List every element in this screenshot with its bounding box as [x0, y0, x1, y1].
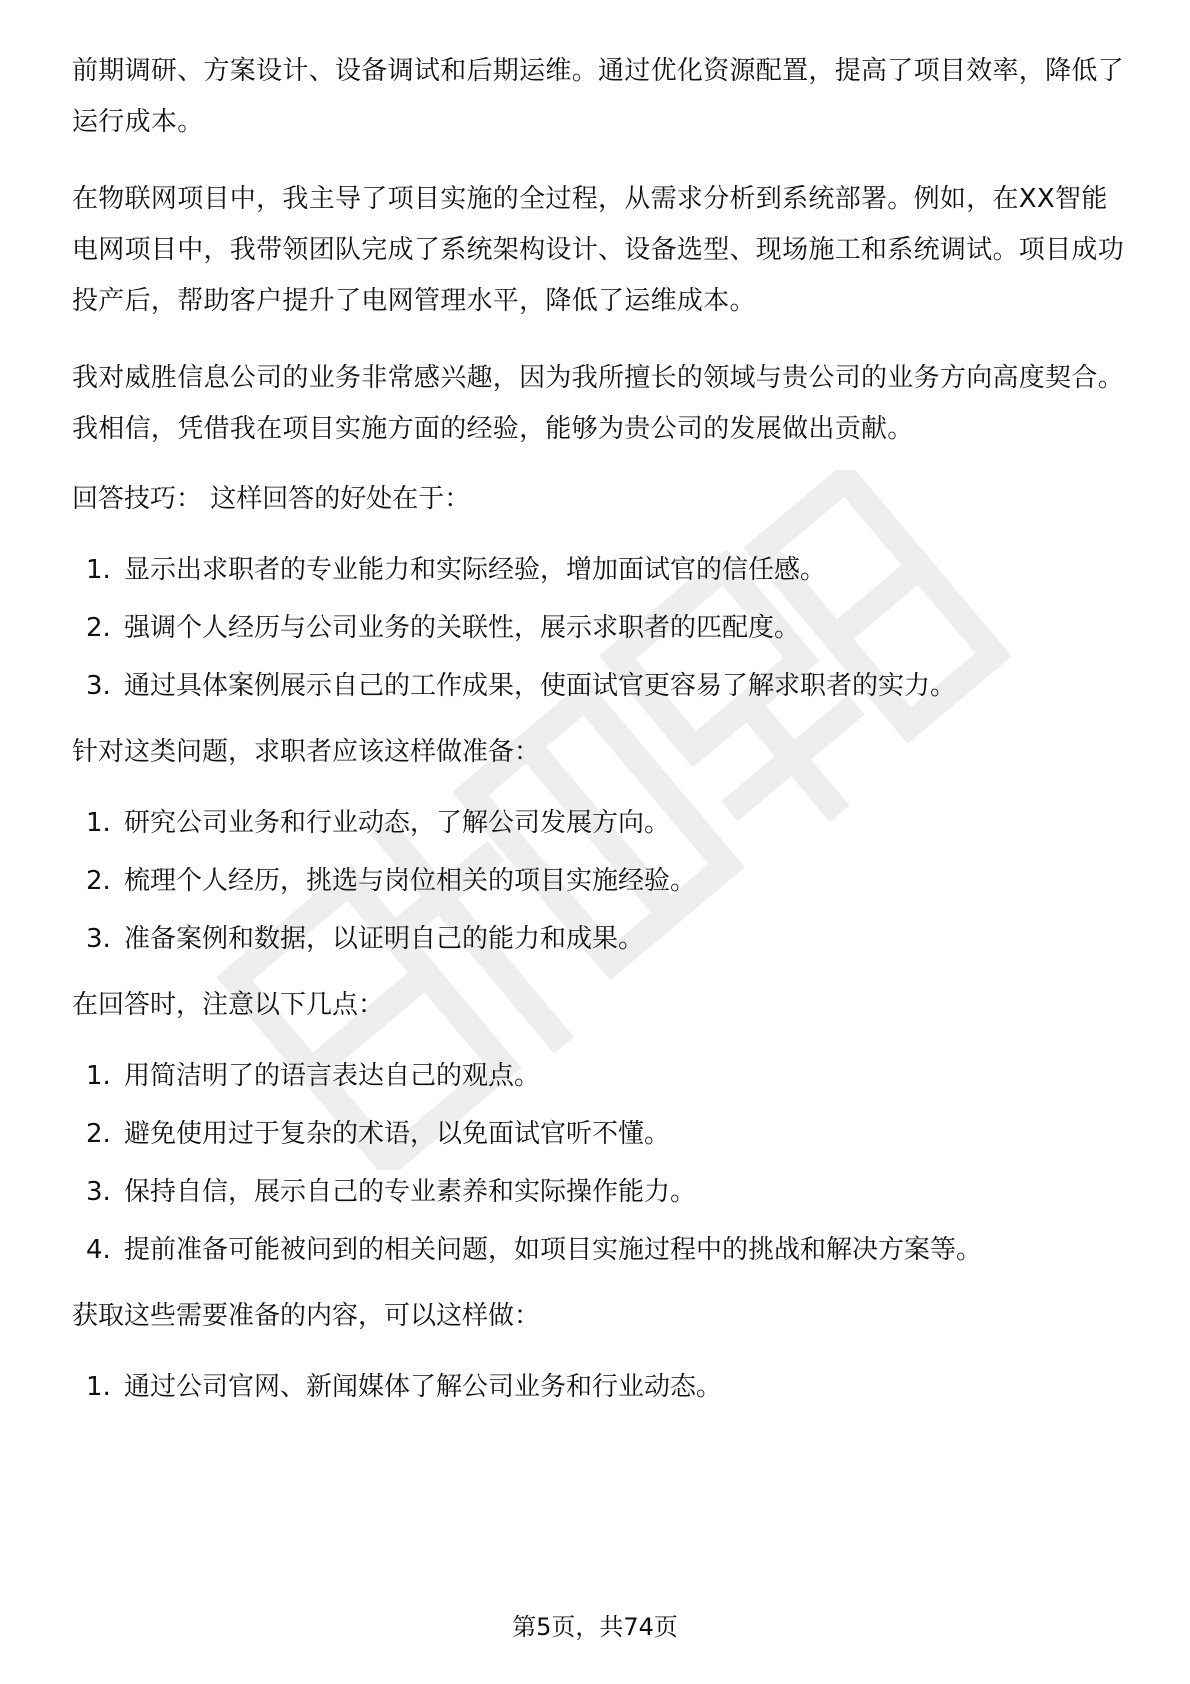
heading-preparation: 针对这类问题，求职者应该这样做准备： — [72, 737, 541, 767]
list-item: 2. 避免使用过于复杂的术语，以免面试官听不懂。 — [86, 1119, 671, 1149]
list-item: 1. 研究公司业务和行业动态，了解公司发展方向。 — [86, 808, 671, 838]
list-answer-notes — [72, 1056, 1132, 1270]
list-preparation — [72, 803, 1132, 959]
list-item: 2. 梳理个人经历，挑选与岗位相关的项目实施经验。 — [86, 866, 697, 896]
document-content — [72, 46, 1132, 1433]
heading-answer-notes: 在回答时，注意以下几点： — [72, 990, 385, 1020]
list-item: 2. 强调个人经历与公司业务的关联性，展示求职者的匹配度。 — [86, 613, 801, 643]
paragraph-company-interest: 我对威胜信息公司的业务非常感兴趣，因为我所擅长的领域与贵公司的业务方向高度契合。我相信，凭借我在项目实施方面的经验，能够为贵公司的发展做出贡献。 — [72, 363, 1125, 444]
list-item: 1. 显示出求职者的专业能力和实际经验，增加面试官的信任感。 — [86, 555, 827, 585]
paragraph-project-efficiency: 前期调研、方案设计、设备调试和后期运维。通过优化资源配置，提高了项目效率，降低了运行成本。 — [72, 56, 1125, 137]
list-obtain-content — [72, 1367, 1132, 1407]
page-number-footer: 第5页，共74页 — [512, 1613, 678, 1641]
list-item: 4. 提前准备可能被问到的相关问题，如项目实施过程中的挑战和解决方案等。 — [86, 1235, 983, 1265]
heading-answer-tips: 回答技巧： 这样回答的好处在于： — [72, 484, 471, 514]
paragraph-iot-project: 在物联网项目中，我主导了项目实施的全过程，从需求分析到系统部署。例如，在XX智能电网项目中，我带领团队完成了系统架构设计、设备选型、现场施工和系统调试。项目成功投产后，帮助客户提升了电网管理水平，降低了运维成本。 — [72, 184, 1125, 316]
list-item: 3. 准备案例和数据，以证明自己的能力和成果。 — [86, 924, 645, 954]
list-item: 3. 保持自信，展示自己的专业素养和实际操作能力。 — [86, 1177, 697, 1207]
heading-obtain-content: 获取这些需要准备的内容，可以这样做： — [72, 1301, 541, 1331]
list-answer-tips — [72, 550, 1132, 706]
list-item: 3. 通过具体案例展示自己的工作成果，使面试官更容易了解求职者的实力。 — [86, 671, 957, 701]
list-item: 1. 通过公司官网、新闻媒体了解公司业务和行业动态。 — [86, 1372, 723, 1402]
list-item: 1. 用简洁明了的语言表达自己的观点。 — [86, 1061, 541, 1091]
